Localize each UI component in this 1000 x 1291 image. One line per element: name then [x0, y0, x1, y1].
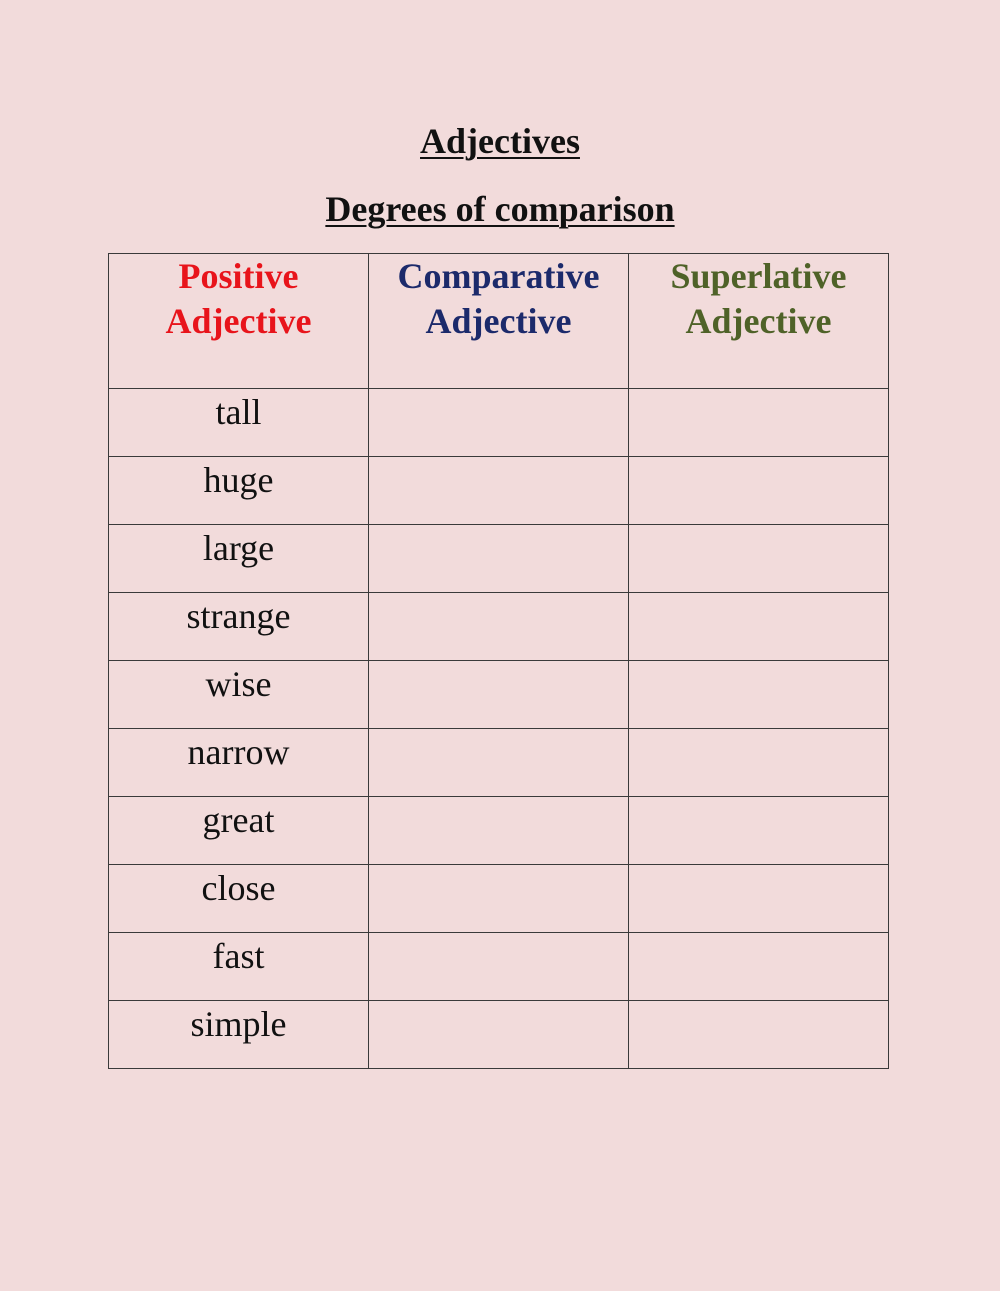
positive-cell: simple	[109, 1001, 369, 1069]
positive-cell: tall	[109, 389, 369, 457]
comparative-answer-cell[interactable]	[369, 1001, 629, 1069]
table-header-row	[109, 254, 889, 389]
positive-cell: large	[109, 525, 369, 593]
positive-cell: narrow	[109, 729, 369, 797]
superlative-answer-cell[interactable]	[629, 593, 889, 661]
table-row	[109, 525, 889, 593]
superlative-answer-cell[interactable]	[629, 865, 889, 933]
superlative-answer-cell[interactable]	[629, 525, 889, 593]
comparative-answer-cell[interactable]	[369, 797, 629, 865]
worksheet-title: Adjectives	[420, 121, 580, 161]
header-superlative-line1: Superlative	[670, 256, 847, 296]
comparative-answer-cell[interactable]	[369, 933, 629, 1001]
positive-cell: huge	[109, 457, 369, 525]
positive-cell: wise	[109, 661, 369, 729]
worksheet-subtitle: Degrees of comparison	[325, 189, 675, 229]
comparative-answer-cell[interactable]	[369, 661, 629, 729]
header-positive-line2: Adjective	[165, 301, 312, 341]
table-row	[109, 593, 889, 661]
comparative-answer-cell[interactable]	[369, 729, 629, 797]
header-comparative-adjective	[369, 254, 629, 389]
superlative-answer-cell[interactable]	[629, 797, 889, 865]
superlative-answer-cell[interactable]	[629, 933, 889, 1001]
table-row	[109, 933, 889, 1001]
comparison-table	[108, 253, 889, 1069]
table-row	[109, 1001, 889, 1069]
header-superlative-adjective	[629, 254, 889, 389]
positive-cell: close	[109, 865, 369, 933]
table-row	[109, 865, 889, 933]
positive-cell: fast	[109, 933, 369, 1001]
table-row	[109, 457, 889, 525]
comparative-answer-cell[interactable]	[369, 457, 629, 525]
comparative-answer-cell[interactable]	[369, 525, 629, 593]
comparative-answer-cell[interactable]	[369, 865, 629, 933]
superlative-answer-cell[interactable]	[629, 457, 889, 525]
header-comparative-line2: Adjective	[425, 301, 572, 341]
table-row	[109, 729, 889, 797]
header-superlative-line2: Adjective	[685, 301, 832, 341]
header-comparative-line1: Comparative	[397, 256, 600, 296]
superlative-answer-cell[interactable]	[629, 729, 889, 797]
header-positive-adjective	[109, 254, 369, 389]
positive-cell: great	[109, 797, 369, 865]
superlative-answer-cell[interactable]	[629, 1001, 889, 1069]
positive-cell: strange	[109, 593, 369, 661]
superlative-answer-cell[interactable]	[629, 661, 889, 729]
table-row	[109, 389, 889, 457]
table-row	[109, 661, 889, 729]
superlative-answer-cell[interactable]	[629, 389, 889, 457]
comparative-answer-cell[interactable]	[369, 389, 629, 457]
table-row	[109, 797, 889, 865]
header-positive-line1: Positive	[178, 256, 299, 296]
comparative-answer-cell[interactable]	[369, 593, 629, 661]
